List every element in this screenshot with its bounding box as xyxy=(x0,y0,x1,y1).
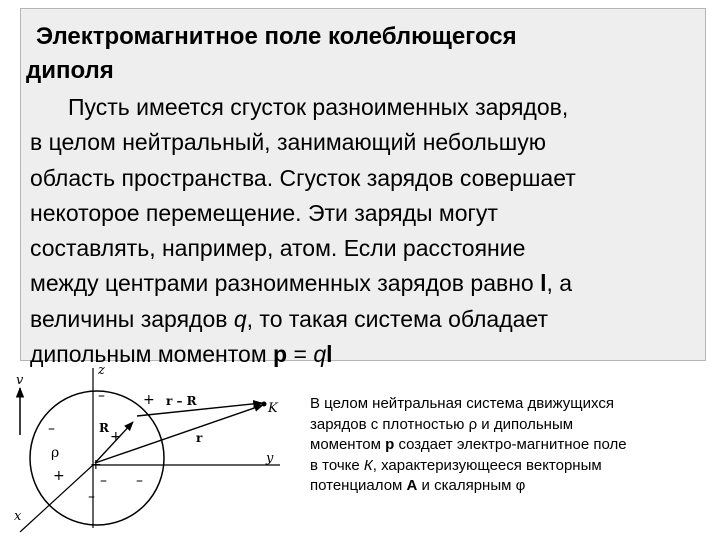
paragraph-line: Пусть имеется сгусток разноименных зарядов, xyxy=(68,94,569,120)
paragraph-line: составлять, например, атом. Если расстояние xyxy=(30,235,526,262)
label-y: y xyxy=(266,451,274,466)
paragraph-line: в целом нейтральный, занимающий небольшую xyxy=(30,129,546,156)
text-run: зарядов с плотностью xyxy=(310,415,469,433)
minus-sign: – xyxy=(136,473,143,489)
symbol-K: К xyxy=(363,456,373,474)
text-run: между центрами разноименных зарядов равно xyxy=(30,270,541,297)
label-r: r xyxy=(196,431,203,445)
plus-sign: + xyxy=(143,392,155,408)
minus-sign: – xyxy=(48,421,55,437)
plus-sign: + xyxy=(53,468,65,484)
vector-r-minus-R xyxy=(137,403,262,416)
symbol-phi: φ xyxy=(515,477,526,494)
text-run: дипольным моментом xyxy=(30,341,274,368)
title-line-1: Электромагнитное поле колеблющегося xyxy=(36,23,517,50)
text-run: потенциалом xyxy=(310,477,407,494)
paragraph-line xyxy=(30,266,700,301)
text-run: , то такая система обладает xyxy=(246,305,548,332)
text-run: в точке xyxy=(310,456,364,474)
symbol-A: A xyxy=(406,477,418,494)
caption-line xyxy=(310,435,705,456)
text-run: , а xyxy=(546,270,573,297)
label-r-minus-R: r – R xyxy=(166,394,197,408)
plus-sign: + xyxy=(90,457,102,473)
symbol-l: l xyxy=(540,270,547,297)
minus-sign: – xyxy=(88,489,95,505)
caption-line: В целом нейтральная система движущихся xyxy=(310,395,614,412)
minus-sign: – xyxy=(98,388,105,404)
diagram-caption xyxy=(310,394,705,497)
text-run: , характеризующееся векторным xyxy=(372,456,602,474)
label-K: K xyxy=(268,401,278,416)
caption-line xyxy=(310,415,705,436)
symbol-rho: ρ xyxy=(468,415,478,433)
text-run: моментом xyxy=(310,436,386,453)
dipole-diagram xyxy=(0,360,300,540)
symbol-p: p xyxy=(273,341,288,368)
text-run: = xyxy=(287,341,314,368)
label-rho: ρ xyxy=(51,445,60,461)
text-run: создает электро-магнитное поле xyxy=(394,436,627,453)
point-K xyxy=(262,402,267,407)
text-run: и дипольным xyxy=(477,415,574,433)
text-run: величины зарядов xyxy=(30,305,234,332)
paragraph-line: некоторое перемещение. Эти заряды могут xyxy=(30,199,498,226)
label-v: v xyxy=(16,373,24,388)
symbol-q: q xyxy=(313,341,327,368)
body-paragraph xyxy=(30,90,700,372)
paragraph-line: область пространства. Сгусток зарядов совершает xyxy=(30,164,576,191)
symbol-l: l xyxy=(326,341,333,368)
slide-title xyxy=(26,20,636,88)
paragraph-line xyxy=(30,302,700,337)
text-run: и скалярным xyxy=(417,477,516,494)
symbol-q: q xyxy=(233,305,247,332)
plus-sign: + xyxy=(110,429,122,445)
caption-line xyxy=(310,476,705,497)
label-z: z xyxy=(98,363,105,378)
minus-sign: – xyxy=(100,473,107,489)
caption-line xyxy=(310,456,705,477)
symbol-p: p xyxy=(385,436,395,453)
label-R: R xyxy=(99,421,109,435)
title-line-2: диполя xyxy=(26,57,114,84)
label-x: x xyxy=(14,509,22,524)
